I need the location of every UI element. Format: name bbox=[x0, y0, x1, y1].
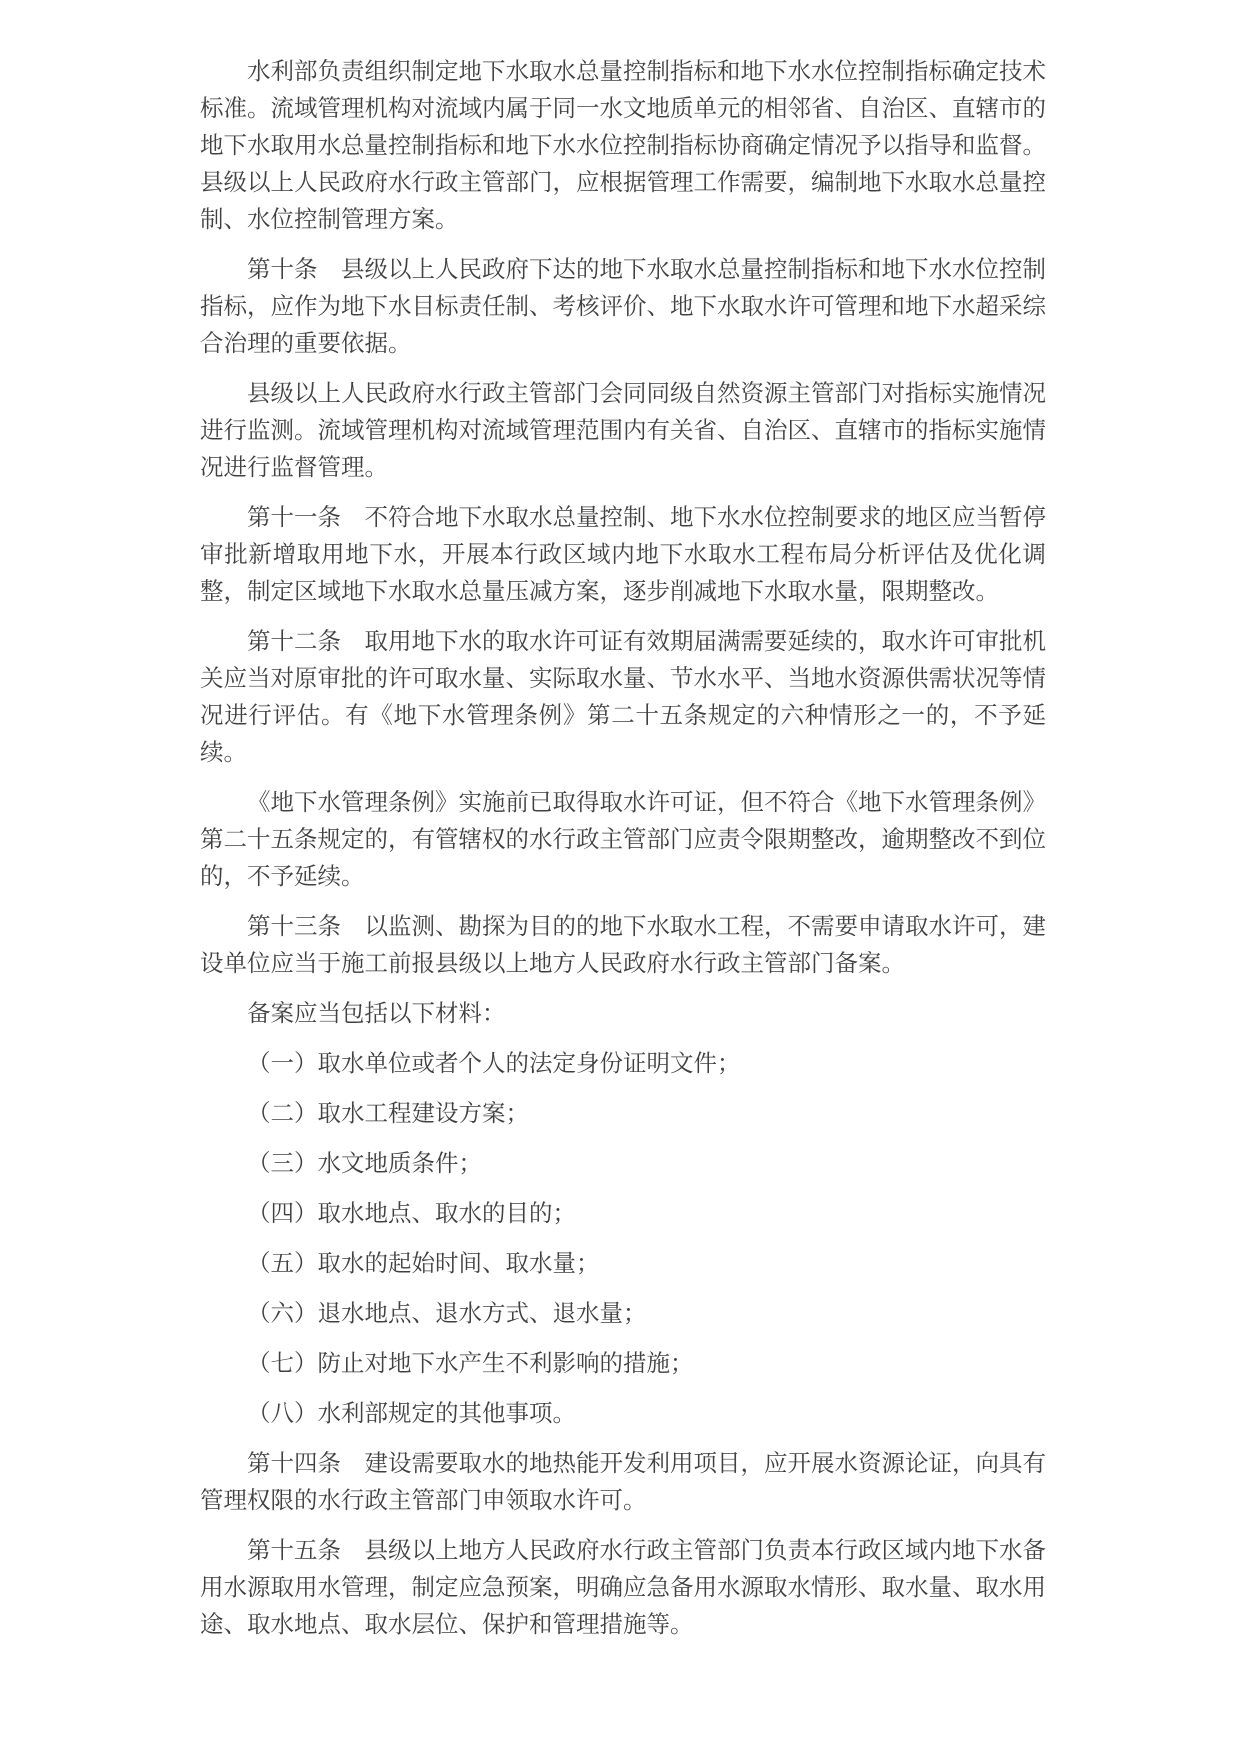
paragraph-article-10: 第十条 县级以上人民政府下达的地下水取水总量控制指标和地下水水位控制指标，应作为地下水目标责任制、考核评价、地下水取水许可管理和地下水超采综合治理的重要依据。 bbox=[200, 257, 1046, 357]
paragraph-filing-materials-intro: 备案应当包括以下材料： bbox=[247, 1001, 506, 1027]
paragraph-ministry-standards: 水利部负责组织制定地下水取水总量控制指标和地下水水位控制指标确定技术标准。流域管理机构对流域内属于同一水文地质单元的相邻省、自治区、直辖市的地下水取用水总量控制指标和地下水水位控制指标协商确定情况予以指导和监督。县级以上人民政府水行政主管部门，应根据管理工作需要，编制地下水取水总量控制、水位控制管理方案。 bbox=[200, 59, 1046, 233]
paragraph-indicator-monitoring: 县级以上人民政府水行政主管部门会同同级自然资源主管部门对指标实施情况进行监测。流域管理机构对流域管理范围内有关省、自治区、直辖市的指标实施情况进行监督管理。 bbox=[200, 381, 1046, 481]
paragraph-article-12: 第十二条 取用地下水的取水许可证有效期届满需要延续的，取水许可审批机关应当对原审批的许可取水量、实际取水量、节水水平、当地水资源供需状况等情况进行评估。有《地下水管理条例》第二十五条规定的六种情形之一的，不予延续。 bbox=[200, 629, 1046, 766]
list-item-filing-material-2: （二）取水工程建设方案； bbox=[247, 1101, 529, 1127]
list-item-filing-material-4: （四）取水地点、取水的目的； bbox=[247, 1201, 576, 1227]
list-item-filing-material-1: （一）取水单位或者个人的法定身份证明文件； bbox=[247, 1051, 741, 1077]
paragraph-article-13: 第十三条 以监测、勘探为目的的地下水取水工程，不需要申请取水许可，建设单位应当于施工前报县级以上地方人民政府水行政主管部门备案。 bbox=[200, 914, 1046, 977]
list-item-filing-material-6: （六）退水地点、退水方式、退水量； bbox=[247, 1301, 647, 1327]
list-item-filing-material-5: （五）取水的起始时间、取水量； bbox=[247, 1251, 600, 1277]
list-item-filing-material-3: （三）水文地质条件； bbox=[247, 1151, 482, 1177]
paragraph-article-14: 第十四条 建设需要取水的地热能开发利用项目，应开展水资源论证，向具有管理权限的水行政主管部门申领取水许可。 bbox=[200, 1451, 1046, 1514]
list-item-filing-material-8: （八）水利部规定的其他事项。 bbox=[247, 1401, 576, 1427]
list-item-filing-material-7: （七）防止对地下水产生不利影响的措施； bbox=[247, 1351, 694, 1377]
paragraph-article-15: 第十五条 县级以上地方人民政府水行政主管部门负责本行政区域内地下水备用水源取用水管理，制定应急预案，明确应急备用水源取水情形、取水量、取水用途、取水地点、取水层位、保护和管理措施等。 bbox=[200, 1538, 1046, 1638]
paragraph-article-11: 第十一条 不符合地下水取水总量控制、地下水水位控制要求的地区应当暂停审批新增取用地下水，开展本行政区域内地下水取水工程布局分析评估及优化调整，制定区域地下水取水总量压减方案，逐步削减地下水取水量，限期整改。 bbox=[200, 505, 1046, 605]
paragraph-regulation-transition: 《地下水管理条例》实施前已取得取水许可证，但不符合《地下水管理条例》第二十五条规定的，有管辖权的水行政主管部门应责令限期整改，逾期整改不到位的，不予延续。 bbox=[200, 790, 1046, 890]
